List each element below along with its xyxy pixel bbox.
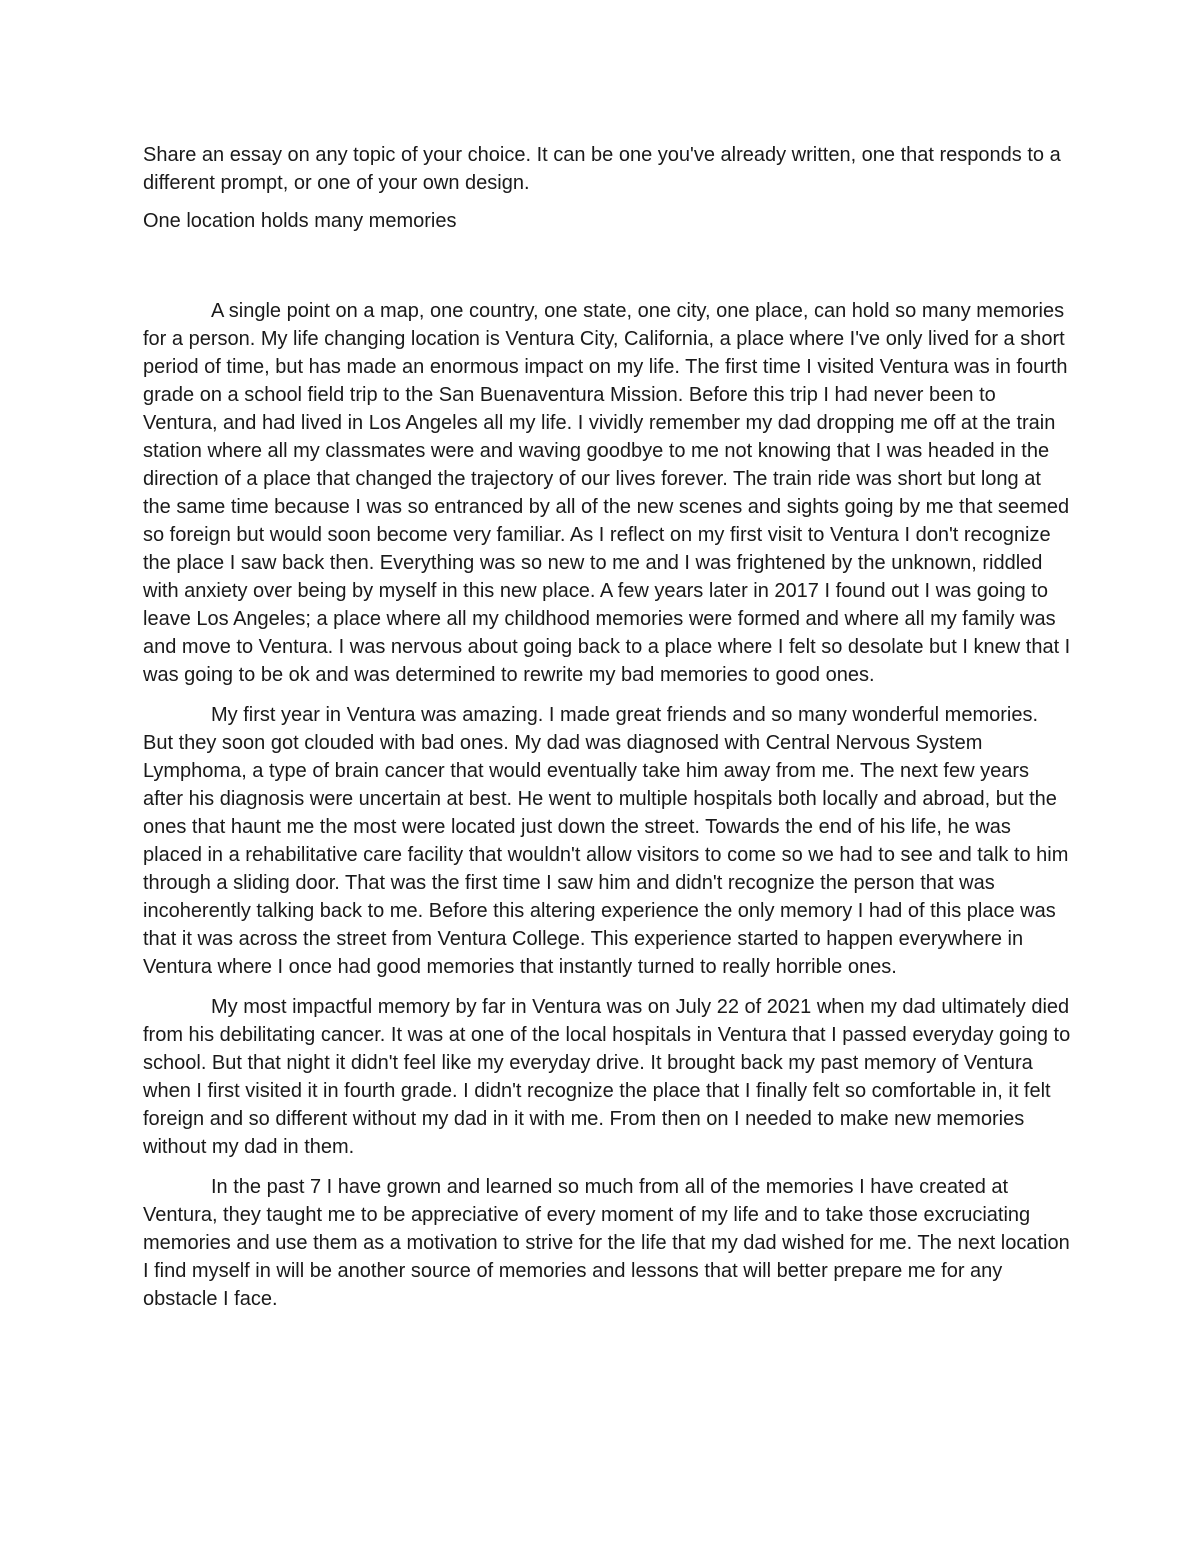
essay-paragraph: A single point on a map, one country, one state, one city, one place, can hold so many memories for a person. My life changing location is Ventura City, California, a place where I've only lived for a short period of time, but has made an enormous impact on my life. The first time I visited Ventura was in fourth grade on a school field trip to the San Buenaventura Mission. Before this trip I had never been to Ventura, and had lived in Los Angeles all my life. I vividly remember my dad dropping me off at the train station where all my classmates were and waving goodbye to me not knowing that I was headed in the direction of a place that changed the trajectory of our lives forever. The train ride was short but long at the same time because I was so entranced by all of the new scenes and sights going by me that seemed so foreign but would soon become very familiar. As I reflect on my first visit to Ventura I don't recognize the place I saw back then. Everything was so new to me and I was frightened by the unknown, riddled with anxiety over being by myself in this new place. A few years later in 2017 I found out I was going to leave Los Angeles; a place where all my childhood memories were formed and where all my family was and move to Ventura. I was nervous about going back to a place where I felt so desolate but I knew that I was going to be ok and was determined to rewrite my bad memories to good ones. bbox=[143, 300, 1071, 686]
essay-prompt: Share an essay on any topic of your choice. It can be one you've already written, one that responds to a different prompt, or one of your own design. bbox=[143, 144, 1061, 194]
essay-paragraph: My most impactful memory by far in Ventura was on July 22 of 2021 when my dad ultimately died from his debilitating cancer. It was at one of the local hospitals in Ventura that I passed everyday going to school. But that night it didn't feel like my everyday drive. It brought back my past memory of Ventura when I first visited it in fourth grade. I didn't recognize the place that I finally felt so comfortable in, it felt foreign and so different without my dad in it with me. From then on I needed to make new memories without my dad in them. bbox=[143, 996, 1071, 1158]
essay-title: One location holds many memories bbox=[143, 210, 457, 232]
document-body bbox=[143, 141, 1073, 1325]
essay-paragraph: In the past 7 I have grown and learned so much from all of the memories I have created at Ventura, they taught me to be appreciative of every moment of my life and to take those excruciating memories and use them as a motivation to strive for the life that my dad wished for me. The next location I find myself in will be another source of memories and lessons that will better prepare me for any obstacle I face. bbox=[143, 1176, 1070, 1310]
essay-paragraph: My first year in Ventura was amazing. I made great friends and so many wonderful memories. But they soon got clouded with bad ones. My dad was diagnosed with Central Nervous System Lymphoma, a type of brain cancer that would eventually take him away from me. The next few years after his diagnosis were uncertain at best. He went to multiple hospitals both locally and abroad, but the ones that haunt me the most were located just down the street. Towards the end of his life, he was placed in a rehabilitative care facility that wouldn't allow visitors to come so we had to see and talk to him through a sliding door. That was the first time I saw him and didn't recognize the person that was incoherently talking back to me. Before this altering experience the only memory I had of this place was that it was across the street from Ventura College. This experience started to happen everywhere in Ventura where I once had good memories that instantly turned to really horrible ones. bbox=[143, 704, 1069, 978]
